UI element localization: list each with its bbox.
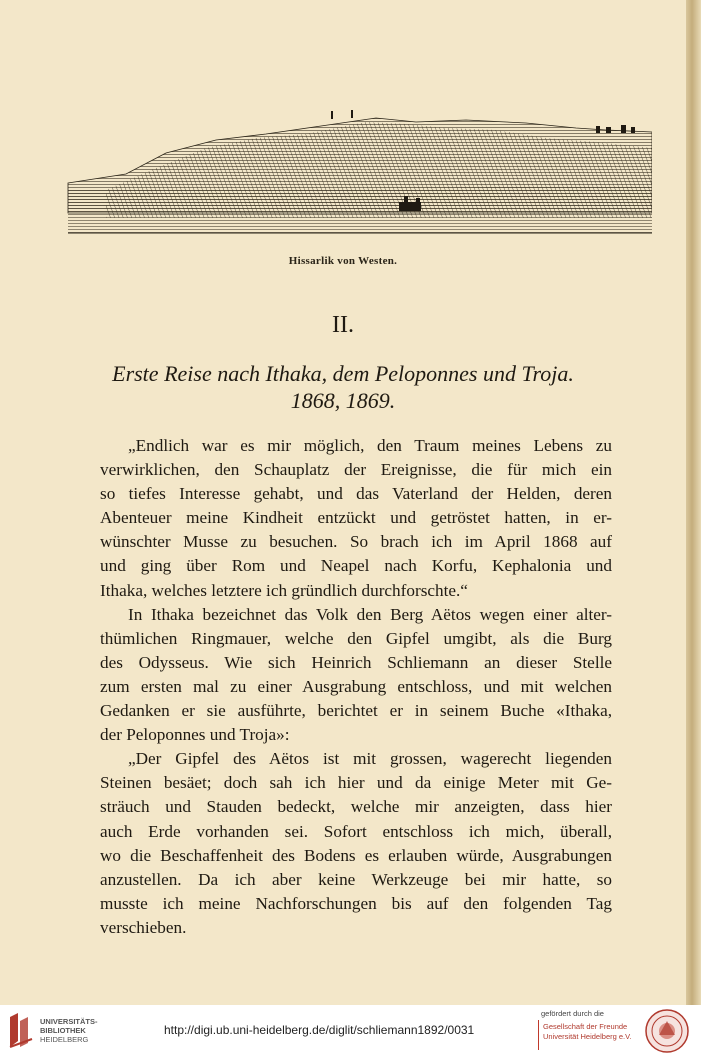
library-name bbox=[40, 1017, 98, 1044]
permalink-url[interactable]: http://digi.ub.uni-heidelberg.de/diglit/schliemann1892/0031 bbox=[164, 1023, 475, 1037]
library-name-line: HEIDELBERG bbox=[40, 1035, 89, 1044]
illustration-caption: Hissarlik von Westen. bbox=[288, 255, 398, 267]
text-line: verschieben. bbox=[100, 917, 187, 937]
sponsor-name-line: Gesellschaft der Freunde bbox=[543, 1022, 628, 1031]
sponsor-divider bbox=[538, 1020, 539, 1050]
text-line: „Endlich war es mir möglich, den Traum meines Lebens zu bbox=[128, 436, 612, 455]
text-line: so tiefes Interesse gehabt, und das Vaterland der Helden, deren bbox=[100, 484, 612, 504]
text-line: „Der Gipfel des Aëtos ist mit grossen, wagerecht liegenden bbox=[128, 749, 612, 769]
sponsor-label: gefördert durch die bbox=[541, 1009, 604, 1018]
body-text bbox=[100, 434, 612, 940]
chapter-number: II. bbox=[332, 312, 354, 338]
page-edge bbox=[686, 0, 701, 1005]
text-line: zum ersten mal zu einer Ausgrabung entschloss, und mit welchen bbox=[100, 676, 612, 696]
text-line: anzustellen. Da ich aber keine Werkzeuge bei mir hatte, so bbox=[100, 869, 612, 889]
text-line: Gedanken er sie ausführte, berichtet er in seinem Buche «Ithaka, bbox=[100, 701, 612, 721]
text-line: auch Erde vorhanden sei. Sofort entschloss ich mich, überall, bbox=[100, 821, 612, 841]
text-line: der Peloponnes und Troja»: bbox=[100, 725, 290, 745]
text-line: thümlichen Ringmauer, welche den Gipfel umgibt, als die Burg bbox=[100, 628, 612, 648]
text-line: Steinen besäet; doch sah ich hier und da einige Meter mit Ge- bbox=[100, 773, 612, 793]
text-line: des Odysseus. Wie sich Heinrich Schliemann an dieser Stelle bbox=[100, 652, 612, 672]
chapter-title-line: Erste Reise nach Ithaka, dem Peloponnes und Troja. bbox=[112, 361, 574, 386]
hissarlik-illustration bbox=[66, 108, 652, 240]
text-line: In Ithaka bezeichnet das Volk den Berg Aëtos wegen einer alter- bbox=[128, 604, 612, 624]
text-line: verwirklichen, den Schauplatz der Ereignisse, die für mich ein bbox=[100, 460, 612, 480]
text-line: wünschter Musse zu besuchen. So brach ich im April 1868 auf bbox=[100, 532, 612, 552]
text-line: Abenteuer meine Kindheit entzückt und getröstet hatten, in er- bbox=[100, 508, 612, 528]
chapter-title bbox=[0, 360, 686, 414]
university-seal-icon bbox=[645, 1009, 689, 1053]
text-line: musste ich meine Nachforschungen bis auf den folgenden Tag bbox=[100, 893, 612, 913]
sponsor-name-line: Universität Heidelberg e.V. bbox=[543, 1032, 632, 1041]
text-line: Ithaka, welches letztere ich gründlich durchforschte.“ bbox=[100, 580, 468, 600]
library-name-line: BIBLIOTHEK bbox=[40, 1026, 86, 1035]
text-line: sträuch und Stauden bedeckt, welche mir anzeigten, dass hier bbox=[100, 797, 612, 817]
sponsor-name[interactable] bbox=[543, 1022, 632, 1042]
chapter-years: 1868, 1869. bbox=[290, 388, 396, 413]
library-logo-icon[interactable] bbox=[8, 1011, 34, 1049]
library-name-line: UNIVERSITÄTS- bbox=[40, 1017, 98, 1026]
text-line: und ging über Rom und Neapel nach Korfu, Kephalonia und bbox=[100, 556, 612, 576]
text-line: wo die Beschaffenheit des Bodens es erlauben würde, Ausgrabungen bbox=[100, 845, 612, 865]
